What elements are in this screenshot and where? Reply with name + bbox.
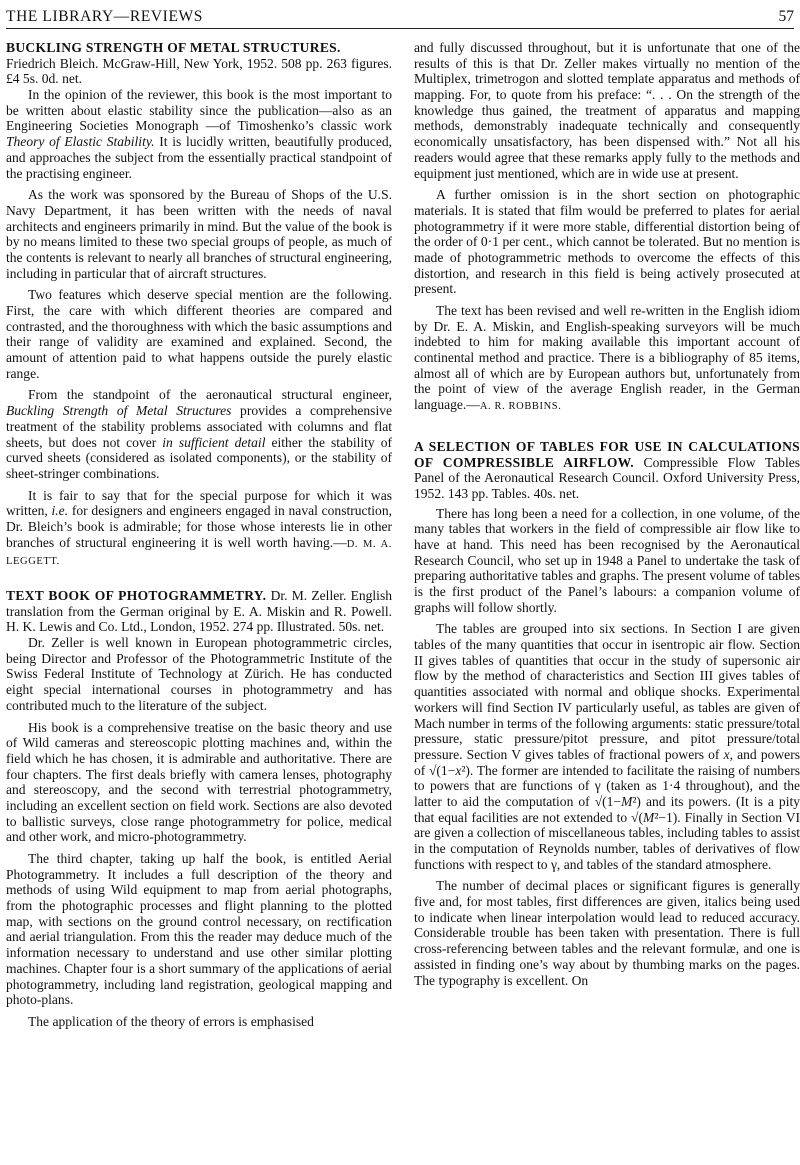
reviewer-name: D. M. A. LEGGETT. bbox=[6, 538, 392, 568]
paragraph: Dr. Zeller is well known in European photogrammetric circles, being Director and Professor of the Photogrammetric Institute of the Swiss Federal Institute of Technology at Zürich. He has conducted eight special international courses in photogrammetry and has contributed much to the literature of the subject. bbox=[6, 635, 392, 713]
review-body bbox=[6, 635, 392, 1030]
review-title: TEXT BOOK OF PHOTOGRAMMETRY. bbox=[6, 588, 267, 603]
paragraph: As the work was sponsored by the Bureau of Shops of the U.S. Navy Department, it has been written with the needs of naval architects and engineers primarily in mind. But the value of the book is by no means limited to these two special groups of people, as much of the contents is relevant to nearly all branches of structural engineering, including in particular that of aircraft structures. bbox=[6, 187, 392, 281]
paragraph: The application of the theory of errors is emphasised bbox=[28, 1013, 314, 1029]
paragraph: and fully discussed throughout, but it is unfortunate that one of the results of this is that Dr. Zeller makes virtually no mention of the Multiplex, trimetrogon and slotted template apparatus and methods of mapping. For, to quote from his preface: “. . . On the strength of the knowledge thus gained, the treatment of apparatus and mapping methods, demonstrably inadequate technically and consequently economically unsatisfactory, has been dispensed with.” Not all his readers would agree that these remarks apply fully to the methods and equipment just mentioned, which are in wide use at present. bbox=[414, 40, 800, 181]
review-details: Dr. M. Zeller. English translation from the German original by E. A. Miskin and R. Powell. H. K. Lewis and Co. Ltd., London, 1952. 274 pp. Illustrated. 50s. net. bbox=[6, 588, 392, 635]
paragraph: It is fair to say that for the special purpose for which it was written, i.e. for designers and engineers engaged in naval construction, Dr. Bleich’s book is admirable; for those whose interests lie in other branches of structural engineering it is well worth having.—D. M. A. LEGGETT. bbox=[6, 487, 392, 568]
review-compressible-airflow-tables bbox=[414, 439, 800, 988]
left-column bbox=[6, 40, 392, 1030]
review-details: Friedrich Bleich. McGraw-Hill, New York, 1952. 508 pp. 263 figures. £4 5s. 0d. net. bbox=[6, 55, 392, 87]
review-body bbox=[414, 506, 800, 989]
review-buckling-strength bbox=[6, 40, 392, 570]
review-title: A SELECTION OF TABLES FOR USE IN CALCULATIONS OF COMPRESSIBLE AIRFLOW. bbox=[414, 438, 800, 470]
paragraph: His book is a comprehensive treatise on the basic theory and use of Wild cameras and stereoscopic plotting machines and, within the field which he has chosen, it is admirable and authoritative. There are four chapters. The first deals briefly with camera lenses, photography and stereoscopy, and the second with terrestrial photogrammetry, including an excellent section on field work. Sections are also devoted to ballistic surveys, close range photogrammetry for police, medical and other work, and micro-photogrammetry. bbox=[6, 719, 392, 845]
paragraph: The number of decimal places or significant figures is generally five and, for most tables, first differences are given, italics being used to indicate when linear interpolation would lead to reduced accuracy. Considerable trouble has been taken with presentation. There is full cross-referencing between tables and the relevant formulæ, and one is assisted in finding one’s way about by thumbing marks on the pages. The typography is excellent. On bbox=[414, 878, 800, 988]
paragraph: From the standpoint of the aeronautical structural engineer, Buckling Strength of Metal Structures provides a comprehensive treatment of the stability problems associated with columns and flat sheets, but does not cover in sufficient detail either the stability of curved sheets (considered as isolated components), or the stability of sheet-stringer combinations. bbox=[6, 387, 393, 481]
review-heading bbox=[6, 40, 392, 87]
paragraph: Two features which deserve special mention are the following. First, the care with which different theories are compared and contrasted, and the thoroughness with which the basic assumptions and their range of validity are examined and explained. Second, the amount of attention paid to what happens outside the purely elastic range. bbox=[6, 287, 393, 381]
page-number: 57 bbox=[778, 8, 794, 25]
review-heading bbox=[414, 439, 800, 502]
review-photogrammetry-continued bbox=[414, 40, 800, 415]
paragraph: The third chapter, taking up half the book, is entitled Aerial Photogrammetry. It includes a full description of the theory and methods of using Wild equipment to map from aerial photographs, from the photographic processes and flight planning to the plotted map, with sections on the ground control necessary, on rectification and aerial triangulation. From this the reader may deduce much of the information necessary to understand and use other similar plotting machines. Chapter four is a short summary of the applications of aerial photogrammetry, including land registration, geological mapping and photo-plans. bbox=[6, 851, 392, 1008]
paragraph: A further omission is in the short section on photographic materials. It is stated that film would be preferred to plates for aerial photogrammetry if it were more stable, differential distortion being of the order of 0·1 per cent., which cannot be tolerated. But no mention is made of photogrammetric methods to overcome the effects of this distortion, and research in this field is being actively prosecuted at present. bbox=[414, 187, 800, 297]
review-heading bbox=[6, 588, 392, 635]
paragraph: The text has been revised and well re-written in the English idiom by Dr. E. A. Miskin, and English-speaking surveyors will be much indebted to him for making available this important account of continental method and practice. There is a bibliography of 85 items, almost all of which are by European authors but, unfortunately from the point of view of the average English reader, in the German language.—A. R. ROBBINS. bbox=[414, 303, 800, 413]
review-details: Compressible Flow Tables Panel of the Aeronautical Research Council. Oxford University Press, 1952. 143 pp. Tables. 40s. net. bbox=[414, 454, 800, 501]
review-title: BUCKLING STRENGTH OF METAL STRUCTURES. bbox=[6, 40, 341, 55]
running-head bbox=[6, 4, 794, 29]
reviewer-name: A. R. ROBBINS. bbox=[479, 401, 562, 413]
review-body bbox=[6, 87, 392, 570]
paragraph: In the opinion of the reviewer, this book is the most important to be written about elastic stability since the publication—also as an Engineering Societies Monograph —of Timoshenko’s classic work Theory of Elastic Stability. It is lucidly written, beautifully produced, and approaches the subject from the essentially practical standpoint of the practising engineer. bbox=[6, 87, 392, 181]
right-column bbox=[414, 40, 800, 988]
paragraph: The tables are grouped into six sections. In Section I are given tables of the many quantities that occur in isentropic air flow. Section II gives tables of quantities that occur in the study of supersonic air flow by the method of characteristics and Section III gives tables of quantities associated with normal and oblique shocks. Experimental workers will find Section IV particularly useful, as tables are given of Mach number in terms of the following arguments: static pressure/total pressure, static pressure/pitot pressure, and pitot pressure/total pressure. Section V gives tables of fractional powers of x, and powers of √(1−x²). The former are intended to facilitate the raising of numbers to powers that are functions of γ (taken as 1·4 throughout), and the latter to aid the computation of √(1−M²) and its powers. (It is a pity that equal facilities are not extended to √(M²−1). Finally in Section VI are given a collection of miscellaneous tables, including tables to assist in the computation of Reynolds number, tables of derivatives of flow functions with respect to γ, and tables of the standard atmosphere. bbox=[414, 621, 800, 872]
running-title: THE LIBRARY—REVIEWS bbox=[6, 8, 203, 25]
paragraph: There has long been a need for a collection, in one volume, of the many tables that workers in the field of compressible air flow like to have at hand. This need has been recognised by the Aeronautical Research Council, who set up in 1948 a Panel to undertake the task of preparing authoritative tables and graphs. The present volume of tables is the first product of the Panel’s labours: a companion volume of graphs will follow shortly. bbox=[414, 505, 800, 615]
review-photogrammetry bbox=[6, 588, 392, 1030]
